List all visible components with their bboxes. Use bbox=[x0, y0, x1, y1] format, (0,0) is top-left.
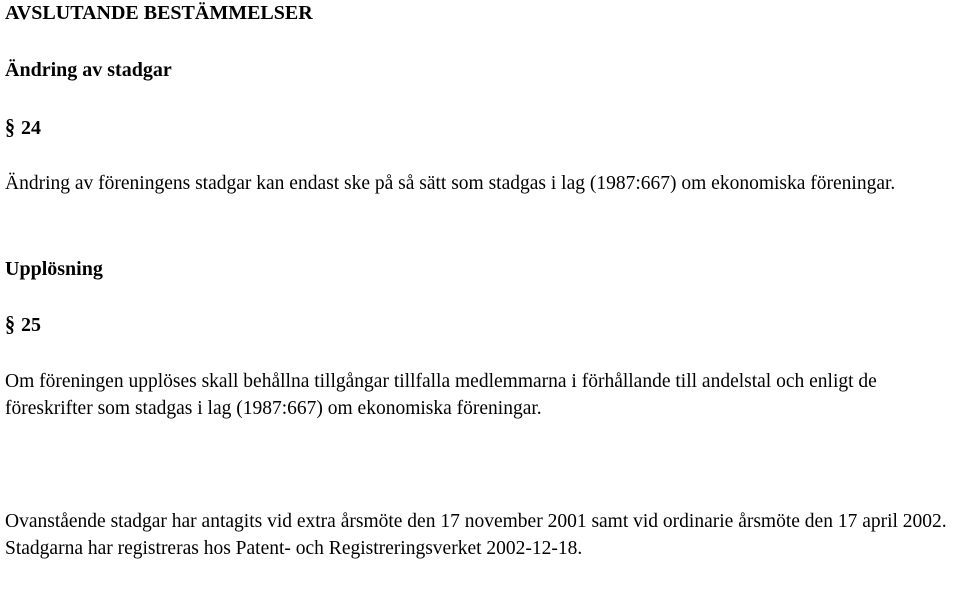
section-symbol: § bbox=[5, 312, 15, 337]
paragraph-number-24 bbox=[5, 116, 952, 140]
section-symbol: § bbox=[5, 115, 15, 140]
main-heading: AVSLUTANDE BESTÄMMELSER bbox=[5, 2, 313, 24]
section-heading-amendment: Ändring av stadgar bbox=[5, 59, 172, 81]
section-number: 24 bbox=[21, 117, 41, 139]
adoption-note: Ovanstående stadgar har antagits vid extra årsmöte den 17 november 2001 samt vid ordinarie årsmöte den 17 april 2002. bbox=[5, 511, 947, 532]
paragraph-number-25 bbox=[5, 313, 952, 337]
section-heading-dissolution: Upplösning bbox=[5, 258, 103, 280]
amendment-text: Ändring av föreningens stadgar kan endast ske på så sätt som stadgas i lag (1987:667) om ekonomiska föreningar. bbox=[5, 173, 896, 194]
registration-note: Stadgarna har registreras hos Patent- och Registreringsverket 2002-12-18. bbox=[5, 538, 583, 559]
footer-notes bbox=[5, 508, 952, 562]
dissolution-text: Om föreningen upplöses skall behållna tillgångar tillfalla medlemmarna i förhållande till andelstal och enligt de föreskrifter som stadgas i lag (1987:667) om ekonomiska föreningar. bbox=[5, 371, 877, 419]
section-number: 25 bbox=[21, 314, 41, 336]
